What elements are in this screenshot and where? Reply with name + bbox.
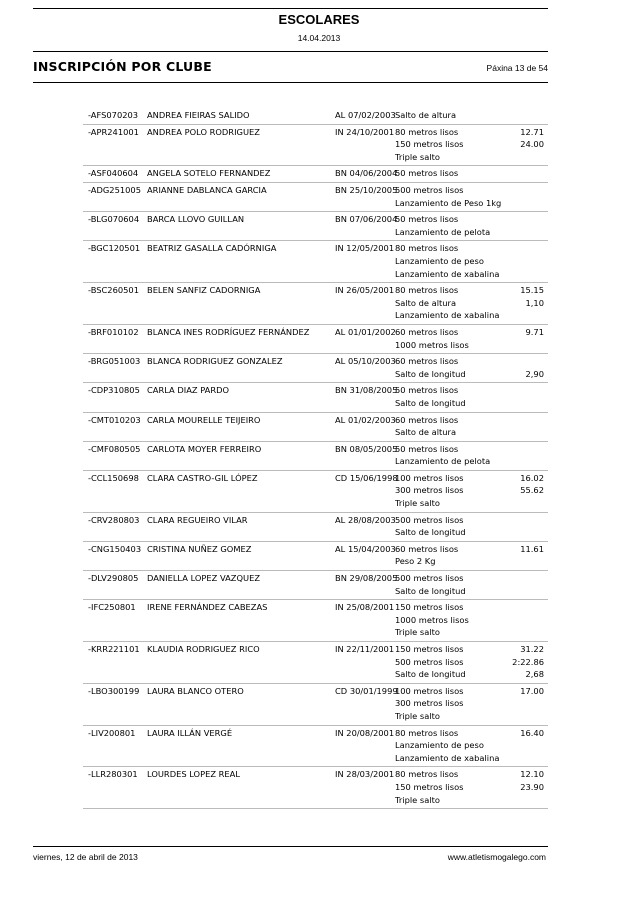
event-name: 100 metros lisos	[395, 472, 464, 483]
athlete-name: LAURA BLANCO OTERO	[147, 685, 244, 696]
table-row	[83, 642, 548, 684]
page-number: Páxina 13 de 54	[486, 63, 548, 73]
event-name: 60 metros lisos	[395, 356, 459, 367]
event-mark: 1,10	[525, 297, 544, 308]
athlete-name: ANGELA SOTELO FERNANDEZ	[147, 168, 271, 179]
birth-date: 31/08/2005	[349, 385, 398, 396]
document-title: ESCOLARES	[278, 12, 360, 27]
event-name: Salto de altura	[395, 297, 457, 308]
event-mark: 55.62	[520, 485, 544, 496]
event-name: 1000 metros lisos	[395, 339, 469, 350]
event-name: Salto de longitud	[395, 397, 466, 408]
athlete-code: -LIV200801	[88, 727, 136, 738]
table-row	[83, 442, 548, 471]
table-row	[83, 767, 548, 809]
table-row	[83, 354, 548, 383]
club-code: AL	[335, 326, 346, 337]
table-row	[83, 684, 548, 726]
event-name: Lanzamiento de peso	[395, 255, 484, 266]
table-row	[83, 183, 548, 212]
event-entry	[395, 686, 544, 699]
birth-date: 26/05/2001	[346, 285, 395, 296]
athlete-code: -LLR280301	[88, 769, 138, 780]
birth-date: 07/06/2004	[349, 214, 398, 225]
athlete-name: ANDREA POLO RODRIGUEZ	[147, 126, 260, 137]
club-code: IN	[335, 727, 344, 738]
birth-date: 25/10/2005	[349, 184, 398, 195]
athlete-name: BLANCA INES RODRÍGUEZ FERNÁNDEZ	[147, 326, 310, 337]
event-entry	[395, 298, 544, 311]
table-row	[83, 212, 548, 241]
event-entry	[395, 556, 544, 569]
birth-date: 04/06/2004	[349, 168, 398, 179]
athlete-name: ARIANNE DABLANCA GARCIA	[147, 184, 267, 195]
table-row	[83, 283, 548, 325]
event-entry	[395, 198, 544, 211]
event-name: Lanzamiento de peso	[395, 740, 484, 751]
event-entry	[395, 544, 544, 557]
athlete-code: -CMF080505	[88, 443, 141, 454]
club-code: AL	[335, 414, 346, 425]
birth-date: 01/01/2002	[347, 326, 396, 337]
footer-date: viernes, 12 de abril de 2013	[33, 852, 138, 862]
athlete-name: DANIELLA LOPEZ VAZQUEZ	[147, 573, 261, 584]
event-entry	[395, 515, 544, 528]
event-entry	[395, 669, 544, 682]
event-name: 60 metros lisos	[395, 543, 459, 554]
birth-date: 05/10/2003	[347, 356, 396, 367]
event-entry	[395, 615, 544, 628]
event-entry	[395, 711, 544, 724]
event-mark: 2,68	[525, 669, 544, 680]
event-mark: 17.00	[520, 685, 544, 696]
event-mark: 11.61	[520, 543, 544, 554]
event-entry	[395, 485, 544, 498]
event-name: Salto de longitud	[395, 368, 466, 379]
event-name: 300 metros lisos	[395, 698, 464, 709]
event-entry	[395, 573, 544, 586]
event-entry	[395, 139, 544, 152]
event-name: 150 metros lisos	[395, 602, 464, 613]
athlete-code: -CDP310805	[88, 385, 140, 396]
club-and-birthdate	[335, 126, 395, 137]
club-and-birthdate	[335, 168, 398, 179]
athlete-name: ANDREA FIEIRAS SALIDO	[147, 110, 250, 120]
event-entry	[395, 269, 544, 282]
event-entry	[395, 227, 544, 240]
athlete-name: CARLA MOURELLE TEIJEIRO	[147, 414, 261, 425]
birth-date: 24/10/2001	[346, 126, 395, 137]
event-name: Triple salto	[395, 151, 440, 162]
event-entry	[395, 728, 544, 741]
table-row	[83, 471, 548, 513]
event-name: 150 metros lisos	[395, 139, 464, 150]
athlete-name: CLARA CASTRO-GIL LÓPEZ	[147, 472, 258, 483]
table-row	[83, 600, 548, 642]
event-entry	[395, 769, 544, 782]
event-entry	[395, 644, 544, 657]
athlete-name: BARCA LLOVO GUILLAN	[147, 214, 245, 225]
event-mark: 12.71	[520, 126, 544, 137]
club-code: BN	[335, 184, 347, 195]
event-entry	[395, 243, 544, 256]
club-code: AL	[335, 110, 346, 120]
club-and-birthdate	[335, 184, 398, 195]
club-and-birthdate	[335, 472, 398, 483]
club-code: IN	[335, 285, 344, 296]
club-code: BN	[335, 573, 347, 584]
event-entry	[395, 310, 544, 323]
event-entry	[395, 398, 544, 411]
athlete-code: -KRR221101	[88, 644, 140, 655]
event-name: 50 metros lisos	[395, 168, 459, 179]
event-mark: 2,90	[525, 368, 544, 379]
athlete-name: LOURDES LOPEZ REAL	[147, 769, 240, 780]
event-entry	[395, 285, 544, 298]
athlete-code: -BGC120501	[88, 243, 141, 254]
event-entry	[395, 427, 544, 440]
club-and-birthdate	[335, 110, 396, 120]
event-name: Triple salto	[395, 794, 440, 805]
event-entry	[395, 256, 544, 269]
club-code: AL	[335, 356, 346, 367]
club-code: BN	[335, 443, 347, 454]
event-name: 80 metros lisos	[395, 769, 459, 780]
athlete-name: CARLA DIAZ PARDO	[147, 385, 230, 396]
birth-date: 12/05/2001	[346, 243, 395, 254]
event-name: 80 metros lisos	[395, 126, 459, 137]
document-date: 14.04.2013	[297, 33, 341, 43]
club-code: IN	[335, 602, 344, 613]
athlete-name: CRISTINA NUÑEZ GOMEZ	[147, 543, 252, 554]
event-name: Lanzamiento de pelota	[395, 226, 491, 237]
table-row	[83, 325, 548, 354]
header-rule	[33, 51, 548, 52]
birth-date: 20/08/2001	[346, 727, 395, 738]
club-code: IN	[335, 769, 344, 780]
birth-date: 15/06/1998	[349, 472, 398, 483]
event-name: Lanzamiento de xabalina	[395, 268, 500, 279]
event-name: 80 metros lisos	[395, 285, 459, 296]
event-name: 80 metros lisos	[395, 727, 459, 738]
club-and-birthdate	[335, 573, 398, 584]
table-row	[83, 542, 548, 571]
event-name: Salto de longitud	[395, 585, 466, 596]
event-mark: 31.22	[520, 644, 544, 655]
event-name: 500 metros lisos	[395, 573, 464, 584]
athlete-code: -LBO300199	[88, 685, 140, 696]
top-rule	[33, 8, 548, 9]
club-code: BN	[335, 385, 347, 396]
club-code: AL	[335, 543, 346, 554]
event-name: 50 metros lisos	[395, 214, 459, 225]
club-and-birthdate	[335, 514, 396, 525]
event-name: 500 metros lisos	[395, 184, 464, 195]
birth-date: 07/02/2003	[347, 110, 396, 120]
event-name: Triple salto	[395, 627, 440, 638]
event-name: Salto de longitud	[395, 527, 466, 538]
event-mark: 23.90	[520, 782, 544, 793]
athlete-name: LAURA ILLÁN VERGÉ	[147, 727, 233, 738]
event-name: 50 metros lisos	[395, 385, 459, 396]
club-and-birthdate	[335, 356, 396, 367]
birth-date: 28/03/2001	[346, 769, 395, 780]
club-and-birthdate	[335, 285, 395, 296]
event-entry	[395, 369, 544, 382]
event-mark: 24.00	[520, 139, 544, 150]
event-name: Salto de longitud	[395, 669, 466, 680]
athlete-code: -BSC260501	[88, 285, 139, 296]
birth-date: 08/05/2005	[349, 443, 398, 454]
event-entry	[395, 127, 544, 140]
event-entry	[395, 740, 544, 753]
section-title: INSCRIPCIÓN POR CLUBE	[33, 59, 212, 74]
table-row	[83, 413, 548, 442]
club-code: AL	[335, 514, 346, 525]
athlete-code: -ADG251005	[88, 184, 141, 195]
event-entry	[395, 415, 544, 428]
club-code: IN	[335, 243, 344, 254]
club-code: CD	[335, 472, 348, 483]
athlete-code: -IFC250801	[88, 602, 136, 613]
table-row	[83, 241, 548, 283]
athlete-code: -CNG150403	[88, 543, 142, 554]
event-name: 80 metros lisos	[395, 243, 459, 254]
club-code: IN	[335, 644, 344, 655]
event-entry	[395, 473, 544, 486]
club-and-birthdate	[335, 543, 396, 554]
event-mark: 16.02	[520, 472, 544, 483]
event-entry	[395, 782, 544, 795]
event-name: 300 metros lisos	[395, 485, 464, 496]
athlete-name: BEATRIZ GASALLA CADÓRNIGA	[147, 243, 277, 254]
club-code: BN	[335, 214, 347, 225]
birth-date: 30/01/1999	[349, 685, 398, 696]
birth-date: 15/04/2003	[347, 543, 396, 554]
athlete-name: CARLOTA MOYER FERREIRO	[147, 443, 262, 454]
athlete-name: KLAUDIA RODRIGUEZ RICO	[147, 644, 260, 655]
athlete-code: -CCL150698	[88, 472, 139, 483]
club-and-birthdate	[335, 644, 395, 655]
table-row	[83, 726, 548, 768]
event-name: Lanzamiento de Peso 1kg	[395, 197, 502, 208]
event-entry	[395, 168, 544, 181]
footer-website: www.atletismogalego.com	[447, 852, 546, 862]
table-row	[83, 108, 548, 125]
athlete-name: CLARA REGUEIRO VILAR	[147, 514, 248, 525]
event-mark: 12.10	[520, 769, 544, 780]
club-and-birthdate	[335, 602, 395, 613]
table-row	[83, 571, 548, 600]
event-entry	[395, 627, 544, 640]
event-entry	[395, 498, 544, 511]
club-and-birthdate	[335, 214, 398, 225]
athlete-code: -BRF010102	[88, 326, 139, 337]
club-and-birthdate	[335, 414, 396, 425]
club-and-birthdate	[335, 243, 395, 254]
birth-date: 29/08/2005	[349, 573, 398, 584]
athlete-code: -DLV290805	[88, 573, 139, 584]
athlete-name: IRENE FERNÁNDEZ CABEZAS	[147, 602, 268, 613]
athlete-name: BELEN SANFIZ CADORNIGA	[147, 285, 261, 296]
event-entry	[395, 602, 544, 615]
table-row	[83, 166, 548, 183]
event-mark: 16.40	[520, 727, 544, 738]
athlete-code: -ASF040604	[88, 168, 139, 179]
event-name: 500 metros lisos	[395, 656, 464, 667]
table-row	[83, 513, 548, 542]
table-row	[83, 383, 548, 412]
athlete-code: -CMT010203	[88, 414, 141, 425]
event-entry	[395, 340, 544, 353]
section-rule	[33, 82, 548, 83]
event-mark: 2:22.86	[512, 656, 544, 667]
birth-date: 28/08/2003	[347, 514, 396, 525]
club-and-birthdate	[335, 443, 398, 454]
athlete-code: -BLG070604	[88, 214, 140, 225]
athlete-code: -CRV280803	[88, 514, 140, 525]
event-name: Lanzamiento de xabalina	[395, 752, 500, 763]
club-and-birthdate	[335, 685, 398, 696]
club-and-birthdate	[335, 727, 395, 738]
athlete-name: BLANCA RODRIGUEZ GONZALEZ	[147, 356, 283, 367]
event-entry	[395, 527, 544, 540]
event-entry	[395, 152, 544, 165]
athlete-code: -AFS070203	[88, 110, 139, 120]
event-entry	[395, 214, 544, 227]
footer-rule	[33, 846, 548, 847]
event-name: Triple salto	[395, 711, 440, 722]
event-entry	[395, 586, 544, 599]
event-name: Salto de altura	[395, 110, 457, 120]
club-and-birthdate	[335, 385, 398, 396]
club-and-birthdate	[335, 326, 396, 337]
birth-date: 25/08/2001	[346, 602, 395, 613]
birth-date: 01/02/2003	[347, 414, 396, 425]
event-mark: 15.15	[520, 285, 544, 296]
athlete-list	[83, 108, 548, 809]
club-code: BN	[335, 168, 347, 179]
event-entry	[395, 110, 544, 123]
event-name: Lanzamiento de pelota	[395, 456, 491, 467]
event-entry	[395, 657, 544, 670]
event-entry	[395, 698, 544, 711]
athlete-code: -APR241001	[88, 126, 139, 137]
event-name: 1000 metros lisos	[395, 614, 469, 625]
event-name: 60 metros lisos	[395, 414, 459, 425]
event-entry	[395, 327, 544, 340]
event-name: Lanzamiento de xabalina	[395, 310, 500, 321]
birth-date: 22/11/2001	[346, 644, 395, 655]
event-name: 500 metros lisos	[395, 514, 464, 525]
event-mark: 9.71	[525, 326, 544, 337]
table-row	[83, 125, 548, 167]
club-code: CD	[335, 685, 348, 696]
event-entry	[395, 356, 544, 369]
event-name: 100 metros lisos	[395, 685, 464, 696]
athlete-code: -BRG051003	[88, 356, 141, 367]
event-name: Triple salto	[395, 498, 440, 509]
event-entry	[395, 753, 544, 766]
event-name: 150 metros lisos	[395, 782, 464, 793]
club-code: IN	[335, 126, 344, 137]
event-name: 150 metros lisos	[395, 644, 464, 655]
event-name: 60 metros lisos	[395, 326, 459, 337]
event-name: Peso 2 Kg	[395, 556, 436, 567]
event-entry	[395, 185, 544, 198]
event-entry	[395, 444, 544, 457]
event-entry	[395, 456, 544, 469]
event-entry	[395, 385, 544, 398]
event-name: 50 metros lisos	[395, 443, 459, 454]
event-entry	[395, 795, 544, 808]
event-name: Salto de altura	[395, 427, 457, 438]
club-and-birthdate	[335, 769, 395, 780]
